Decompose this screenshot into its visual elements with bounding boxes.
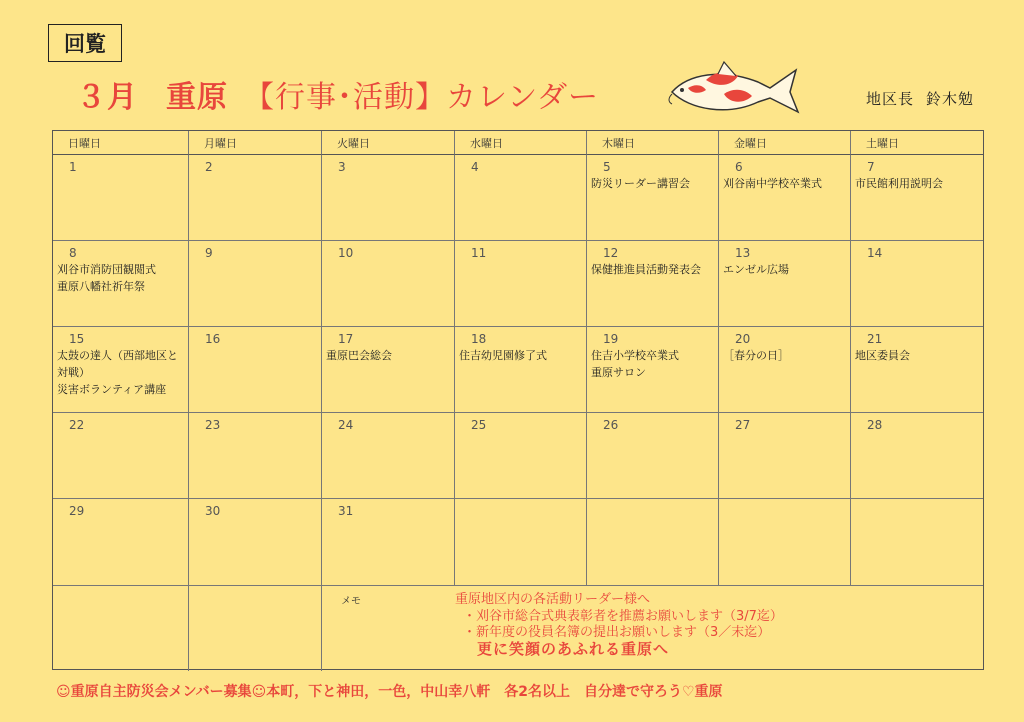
day-cell — [322, 413, 455, 499]
weekday-header-thursday: 木曜日 — [587, 131, 719, 155]
memo-slogan: 更に笑顔のあふれる重原へ — [477, 640, 670, 658]
day-cell — [455, 155, 587, 241]
title-area: 重原 — [166, 80, 228, 115]
event-item: 重原サロン — [591, 366, 646, 379]
day-cell — [719, 327, 851, 413]
day-cell — [587, 499, 719, 586]
day-number: 6 — [735, 160, 743, 174]
day-cell — [719, 155, 851, 241]
event-item: 対戦） — [57, 366, 90, 379]
day-number: 12 — [603, 246, 619, 260]
memo-line: ・刈谷市総合式典表彰者を推薦お願いします（3/7迄） — [463, 609, 783, 624]
event-item: 刈谷市消防団観閲式 — [57, 263, 156, 276]
signer-role: 地区長 — [866, 90, 915, 108]
circulation-label: 回覧 — [48, 24, 122, 62]
day-number: 9 — [205, 246, 213, 260]
day-number: 16 — [205, 332, 221, 346]
event-item: 刈谷南中学校卒業式 — [723, 177, 822, 190]
signer-name: 鈴木勉 — [926, 90, 975, 108]
day-cell — [322, 155, 455, 241]
weekday-header-wednesday: 水曜日 — [455, 131, 587, 155]
day-number: 21 — [867, 332, 883, 346]
day-cell — [189, 327, 322, 413]
memo-label: メモ — [341, 596, 361, 607]
event-item: ［春分の日］ — [723, 349, 789, 362]
day-number: 20 — [735, 332, 751, 346]
day-number: 26 — [603, 418, 619, 432]
day-cell — [719, 413, 851, 499]
day-cell — [851, 241, 983, 327]
day-cell — [455, 499, 587, 586]
weekday-header-monday: 月曜日 — [189, 131, 322, 155]
calendar-grid — [52, 130, 984, 670]
event-item: 市民館利用説明会 — [855, 177, 943, 190]
day-cell — [587, 327, 719, 413]
day-number: 27 — [735, 418, 751, 432]
day-cell — [189, 499, 322, 586]
day-cell — [322, 499, 455, 586]
day-number: 24 — [338, 418, 354, 432]
day-number: 14 — [867, 246, 883, 260]
day-number: 7 — [867, 160, 875, 174]
day-number: 18 — [471, 332, 487, 346]
day-number: 2 — [205, 160, 213, 174]
memo-cell-sunday — [53, 586, 189, 671]
day-number: 4 — [471, 160, 479, 174]
day-cell — [719, 241, 851, 327]
day-number: 19 — [603, 332, 619, 346]
event-item: 太鼓の達人（西部地区と — [57, 349, 178, 362]
event-item: 重原巴会総会 — [326, 349, 392, 362]
day-cell — [189, 413, 322, 499]
event-item: 保健推進員活動発表会 — [591, 263, 701, 276]
event-item: 防災リーダー講習会 — [591, 177, 690, 190]
day-number: 8 — [69, 246, 77, 260]
day-cell — [53, 499, 189, 586]
day-cell — [587, 241, 719, 327]
event-item: 重原八幡社祈年祭 — [57, 280, 145, 293]
day-cell — [53, 241, 189, 327]
event-item: 地区委員会 — [855, 349, 910, 362]
day-number: 31 — [338, 504, 354, 518]
day-cell — [455, 241, 587, 327]
memo-title: 重原地区内の各活動リーダー様へ — [455, 592, 651, 607]
koi-fish-icon — [666, 58, 802, 120]
day-number: 23 — [205, 418, 221, 432]
day-number: 13 — [735, 246, 751, 260]
day-number: 17 — [338, 332, 354, 346]
weekday-header-tuesday: 火曜日 — [322, 131, 455, 155]
title-calendar: 【行事･活動】カレンダー — [244, 80, 600, 115]
day-cell — [587, 413, 719, 499]
title-month: ３月 — [76, 80, 138, 115]
day-number: 10 — [338, 246, 354, 260]
day-number: 15 — [69, 332, 85, 346]
day-number: 1 — [69, 160, 77, 174]
event-item: エンゼル広場 — [723, 263, 789, 276]
day-cell — [53, 413, 189, 499]
day-number: 29 — [69, 504, 85, 518]
day-cell — [455, 327, 587, 413]
day-cell — [53, 327, 189, 413]
event-item: 住吉小学校卒業式 — [591, 349, 679, 362]
signer — [866, 88, 974, 109]
day-cell — [851, 327, 983, 413]
day-number: 25 — [471, 418, 487, 432]
event-item: 住吉幼児園修了式 — [459, 349, 547, 362]
day-number: 30 — [205, 504, 221, 518]
footer-recruitment: ☺重原自主防災会メンバー募集☺本町，下と神田，一色，中山幸八軒 各2名以上 自分達で守ろう♡重原 — [56, 684, 723, 700]
day-number: 28 — [867, 418, 883, 432]
day-cell — [322, 241, 455, 327]
weekday-header-saturday: 土曜日 — [851, 131, 983, 155]
day-cell — [851, 413, 983, 499]
day-number: 3 — [338, 160, 346, 174]
day-cell — [322, 327, 455, 413]
page-title — [76, 72, 599, 116]
day-cell — [719, 499, 851, 586]
day-number: 5 — [603, 160, 611, 174]
day-number: 22 — [69, 418, 85, 432]
day-cell — [455, 413, 587, 499]
weekday-header-sunday: 日曜日 — [53, 131, 189, 155]
event-item: 災害ボランティア講座 — [57, 383, 167, 396]
day-cell — [53, 155, 189, 241]
day-cell — [851, 499, 983, 586]
day-cell — [189, 155, 322, 241]
day-cell — [587, 155, 719, 241]
day-cell — [851, 155, 983, 241]
day-number: 11 — [471, 246, 487, 260]
weekday-header-friday: 金曜日 — [719, 131, 851, 155]
day-cell — [189, 241, 322, 327]
memo-cell-monday — [189, 586, 322, 671]
memo-line: ・新年度の役員名簿の提出お願いします（3／末迄） — [463, 625, 771, 640]
